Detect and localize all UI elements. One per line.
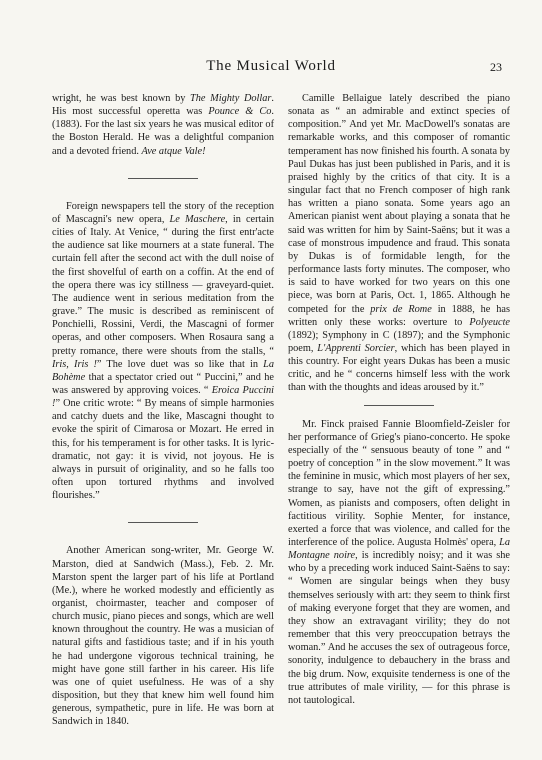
text-run: Another American song-writer, Mr. George W. Marston, died at Sandwich (Mass.), Feb. 2. Mr. Marston spent the larger part of his life at Portland (Me.), where he worked modestly and efficiently as organist, choirmaster, teacher and composer of church music, piano pieces and songs, which are well known throughout the country. He was a musician of natural gifts and fastidious taste; and if in his youth he had undergone vigorous technical training, he might have gone still farther in his career. His life was one of quiet usefulness. He was of a shy disposition, but they that knew him well found him generous, sympathetic, pure in life. He was born at Sandwich in 1840. [52,545,274,728]
bloomfield-zeisler-paragraph [288,418,510,707]
text-run: Mr. Finck praised Fannie Bloomfield-Zeisler for her performance of Grieg's piano-concerto. He spoke especially of the “ sensuous beauty of tone ” and “ poetry of conception ” in the slow movement.” It was the feminine in music, which most players of her sex, strange to say, have not the gift of expressing.” Women, as pianists and composers, often delight in factitious virility. Sophie Menter, for instance, exerted a force that was violence, and called for the interference of the police. Augusta Holmès' opera, [288,418,510,548]
italic-title-run: L'Apprenti Sorcier [317,342,395,354]
piano-sonata-dukas-paragraph [288,92,510,395]
italic-title-run: Iris, Iris ! [52,358,97,370]
marston-obituary-paragraph [52,544,274,728]
mascagni-le-maschere-paragraph [52,200,274,503]
italic-title-run: La Montagne noire [288,537,510,562]
italic-title-run: Le Maschere [169,213,226,225]
text-run: , is incredibly noisy; and it was she who by a preceding work induced Saint-Saëns to say: “ Women are singular beings when they busy themselves seriously with art: they seem to think first of making everyone forget that they are women, and they show an extravagant virility; they do not remember that this very preoccupation betrays the woman.” And he accuses the sex of outrageous force, sonority, indulgence to debauchery in the brass and the big drum. Now, exquisite tenderness is one of the true attributes of male virility, — for this phrase is not tautological. [288,550,510,706]
text-run: wright, he was best known by [52,93,191,104]
text-run: Camille Bellaigue lately described the piano sonata as “ an admirable and extinct species of composition.” And yet Mr. MacDowell's sonatas are remarkable works, and this composer of romantic temperament has now finished his fourth. A sonata by Paul Dukas has just been published in Paris, and it is praised highly by the critics of that city. It is a singular fact that no French composer of high rank has written a piano sonata. Some years ago an American pianist went about playing a sonata that he said was written for him by Saint-Saëns; but it was a case of monstrous impudence and fraud. This sonata by Dukas is of formidable length, for the performance lasts forty minutes. The composer, who is said to have worked for two years on this one piece, was born at Paris, Oct. 1, 1865. Although he competed for the [288,93,510,315]
text-run: (1892); Symphony in C (1897); and the Symphonic poem, [288,329,510,354]
text-run: ” The love duet was so like that in [96,358,264,370]
italic-title-run: Pounce & Co [208,106,272,118]
italic-title-run: prix de Rome [370,303,432,315]
italic-title-run: Polyeucte [469,316,510,328]
right-column [288,92,510,707]
text-run: Foreign newspapers tell the story of the reception of Mascagni's new opera, [52,200,274,225]
page-header [0,58,542,78]
text-run: . (1883). For the last six years he was musical editor of the Boston Herald. He was a delightful companion and a devoted friend. [52,106,274,157]
section-divider [364,405,434,406]
running-title: The Musical World [206,58,336,74]
section-divider [128,522,198,523]
text-run: , which has been played in this country. For eight years Dukas has been a music critic, and he “ concerns himself less with the work than with the thoughts and ideas aroused by it.” [288,342,510,394]
text-run: that a spectator cried out “ Puccini,” and he was answered by approving voices. “ [52,371,274,396]
page-number: 23 [490,60,502,74]
text-run: in 1888, he has written only these works: overture to [288,303,510,328]
marston-obituary-end [52,92,274,158]
italic-title-run: The Mighty Dollar [190,93,272,104]
text-run: , in certain cities of Italy. At Venice, “ during the first entr'acte the audience sat like mourners at a state funeral. The curtain fell after the second act with the dull noise of the first shovelful of earth on a coffin. At the end of the opera there was icy stillness — graveyard-quiet. The audience went in serious meditation from the grave.” The music is described as reminiscent of Ponchielli, Rossini, Verdi, the Mascagni of former operas, and other composers. When Rosaura sang a pretty romance, there were shouts from the stalls, “ [52,213,274,357]
italic-title-run: Ave atque Vale! [141,145,206,157]
section-divider [128,178,198,179]
left-column [52,92,274,729]
italic-title-run: Eroica Puccini ! [52,384,274,410]
text-run: ” One critic wrote: “ By means of simple harmonies and catchy duets and the like, Mascagni thought to evoke the spirit of Cimarosa or Mozart. He erred in this, for his temperament is for other tasks. It is lyric-dramatic, not gay: it is vivid, not joyous. He is always in pursuit of originality, and so he falls too often upon tortured rhythms and involved flourishes.” [52,398,274,502]
text-run: . His most successful operetta was [52,93,274,118]
italic-title-run: La Bohème [52,358,274,383]
